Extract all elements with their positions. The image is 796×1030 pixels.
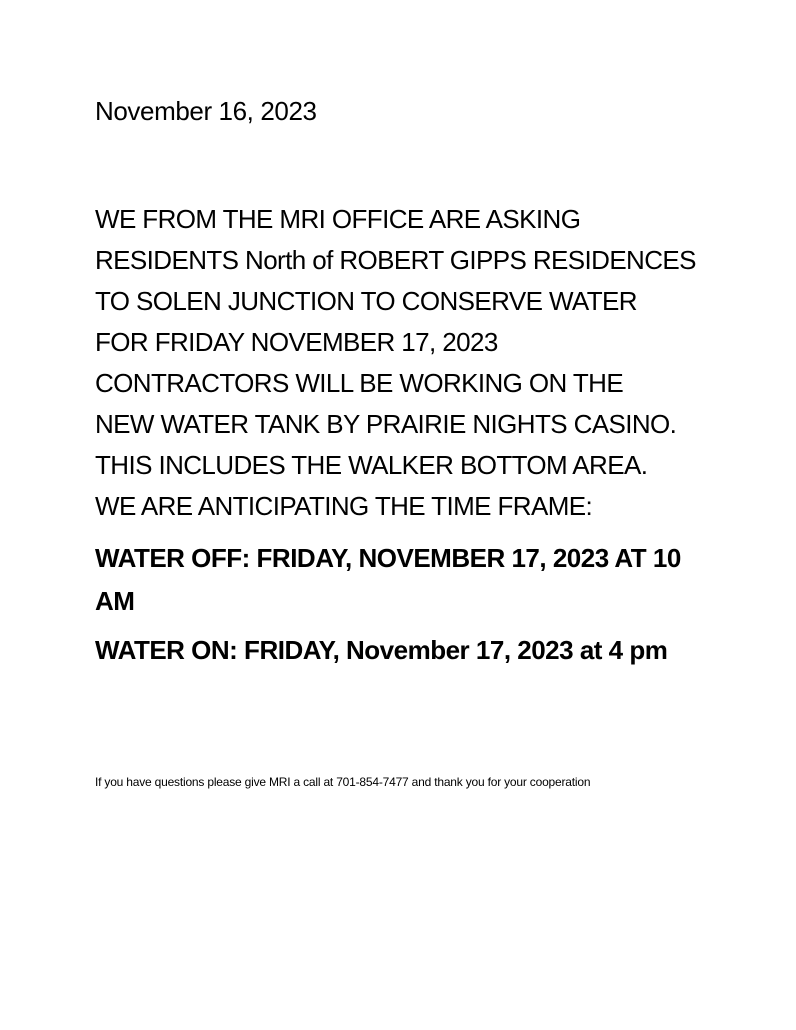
water-on-notice: WATER ON: FRIDAY, November 17, 2023 at 4 pm (95, 635, 668, 665)
water-off-notice: WATER OFF: FRIDAY, NOVEMBER 17, 2023 AT 10 AM (95, 543, 681, 616)
body-line: RESIDENTS North of ROBERT GIPPS RESIDENCES (95, 245, 696, 275)
contact-footer: If you have questions please give MRI a call at 701-854-7477 and thank you for your cooperation (95, 775, 591, 789)
notice-date: November 16, 2023 (95, 96, 317, 126)
body-line: NEW WATER TANK BY PRAIRIE NIGHTS CASINO. (95, 409, 677, 439)
body-line: FOR FRIDAY NOVEMBER 17, 2023 (95, 327, 498, 357)
body-line: TO SOLEN JUNCTION TO CONSERVE WATER (95, 286, 637, 316)
body-line: THIS INCLUDES THE WALKER BOTTOM AREA. (95, 450, 648, 480)
body-line: CONTRACTORS WILL BE WORKING ON THE (95, 368, 624, 398)
body-line: WE ARE ANTICIPATING THE TIME FRAME: (95, 491, 593, 521)
notice-body (95, 199, 696, 527)
body-line: WE FROM THE MRI OFFICE ARE ASKING (95, 204, 581, 234)
